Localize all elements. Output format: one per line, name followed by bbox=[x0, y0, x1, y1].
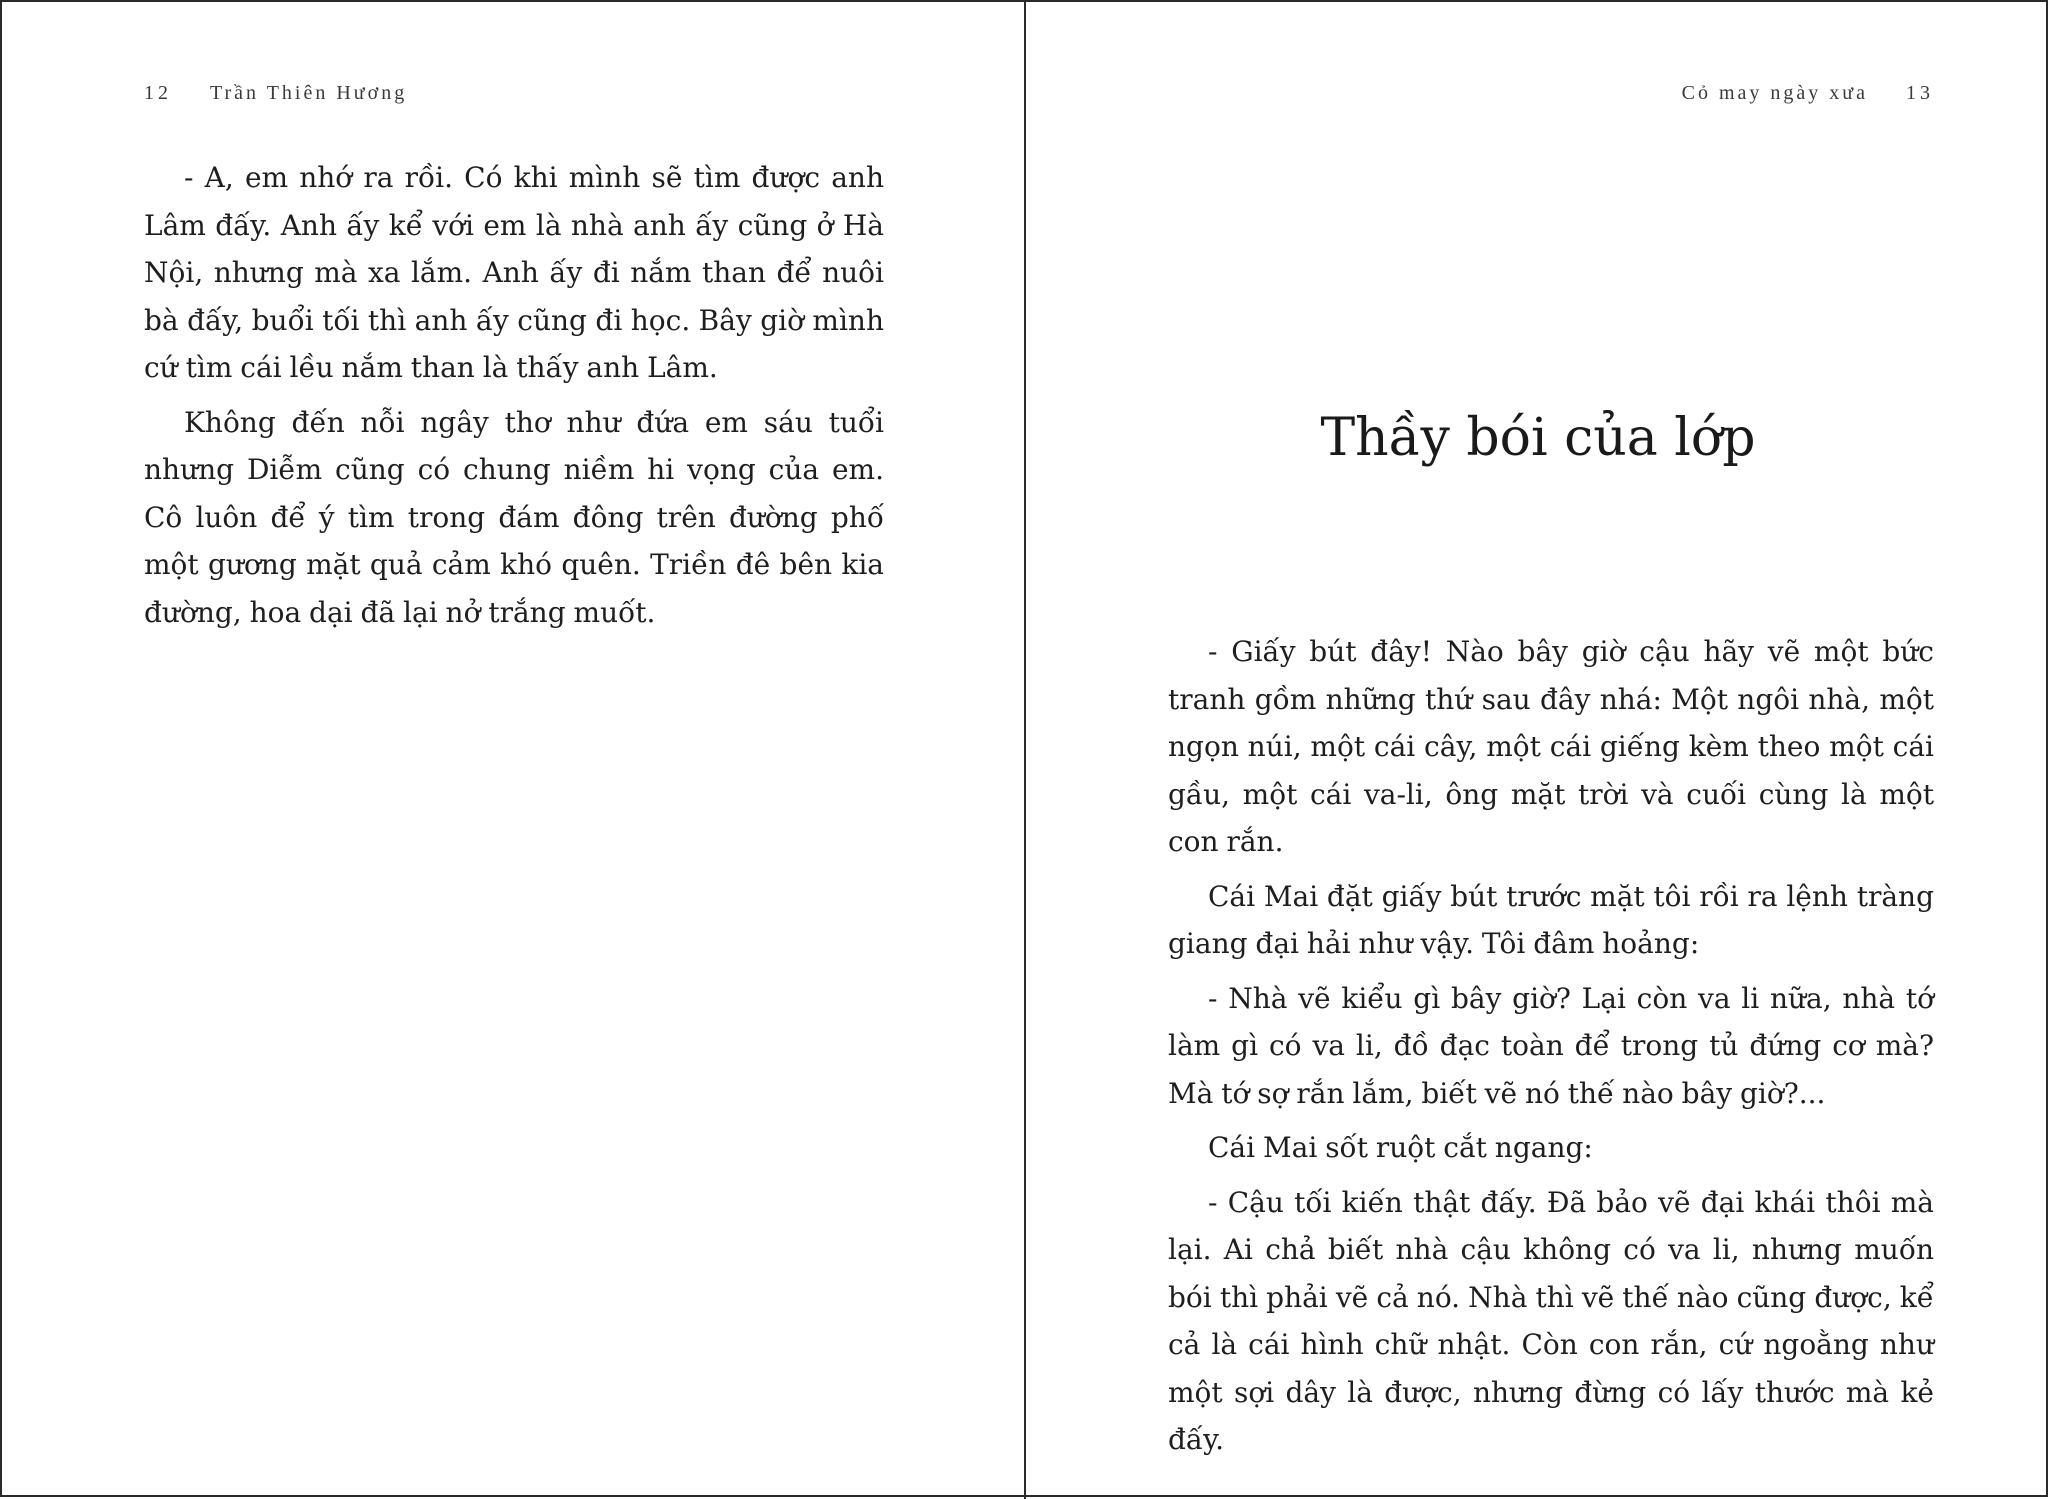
paragraph: Cái Mai sốt ruột cắt ngang: bbox=[1208, 1131, 1593, 1164]
book-title: Cỏ may ngày xưa bbox=[1681, 82, 1868, 104]
paragraph: - Nhà vẽ kiểu gì bây giờ? Lại còn va li nữa, nhà tớ làm gì có va li, đồ đạc toàn để trong tủ đứng cơ mà? Mà tớ sợ rắn lắm, biết vẽ nó thế nào bây giờ?... bbox=[1168, 981, 1934, 1110]
right-page bbox=[1026, 2, 2048, 1499]
left-page bbox=[2, 2, 1024, 1499]
chapter-title: Thầy bói của lớp bbox=[1320, 408, 1756, 468]
paragraph: Cái Mai đặt giấy bút trước mặt tôi rồi ra lệnh tràng giang đại hải như vậy. Tôi đâm hoảng: bbox=[1168, 879, 1934, 960]
paragraph: - A, em nhớ ra rồi. Có khi mình sẽ tìm được anh Lâm đấy. Anh ấy kể với em là nhà anh ấy cũng ở Hà Nội, nhưng mà xa lắm. Anh ấy đi nắm than để nuôi bà đấy, buổi tối thì anh ấy cũng đi học. Bây giờ mình cứ tìm cái lều nắm than là thấy anh Lâm. bbox=[144, 161, 884, 384]
paragraph: - Cậu tối kiến thật đấy. Đã bảo vẽ đại khái thôi mà lại. Ai chả biết nhà cậu không có va li, nhưng muốn bói thì phải vẽ cả nó. Nhà thì vẽ thế nào cũng được, kể cả là cái hình chữ nhật. Còn con rắn, cứ ngoằng như một sợi dây là được, nhưng đừng có lấy thước mà kẻ đấy. bbox=[1168, 1185, 1934, 1456]
left-body-text bbox=[144, 154, 884, 643]
paragraph: Không đến nỗi ngây thơ như đứa em sáu tuổi nhưng Diễm cũng có chung niềm hi vọng của em. Cô luôn để ý tìm trong đám đông trên đường phố một gương mặt quả cảm khó quên. Triền đê bên kia đường, hoa dại đã lại nở trắng muốt. bbox=[144, 405, 884, 629]
right-body-text bbox=[1168, 628, 1934, 1471]
paragraph: - Giấy bút đây! Nào bây giờ cậu hãy vẽ một bức tranh gồm những thứ sau đây nhá: Một ngôi nhà, một ngọn núi, một cái cây, một cái giếng kèm theo một cái gầu, một cái va-li, ông mặt trời và cuối cùng là một con rắn. bbox=[1168, 635, 1934, 858]
left-running-head bbox=[144, 82, 407, 105]
right-running-head bbox=[1682, 82, 1934, 105]
right-page-number: 13 bbox=[1906, 82, 1934, 104]
author-name: Trần Thiên Hương bbox=[210, 82, 408, 104]
left-page-number: 12 bbox=[144, 82, 172, 104]
